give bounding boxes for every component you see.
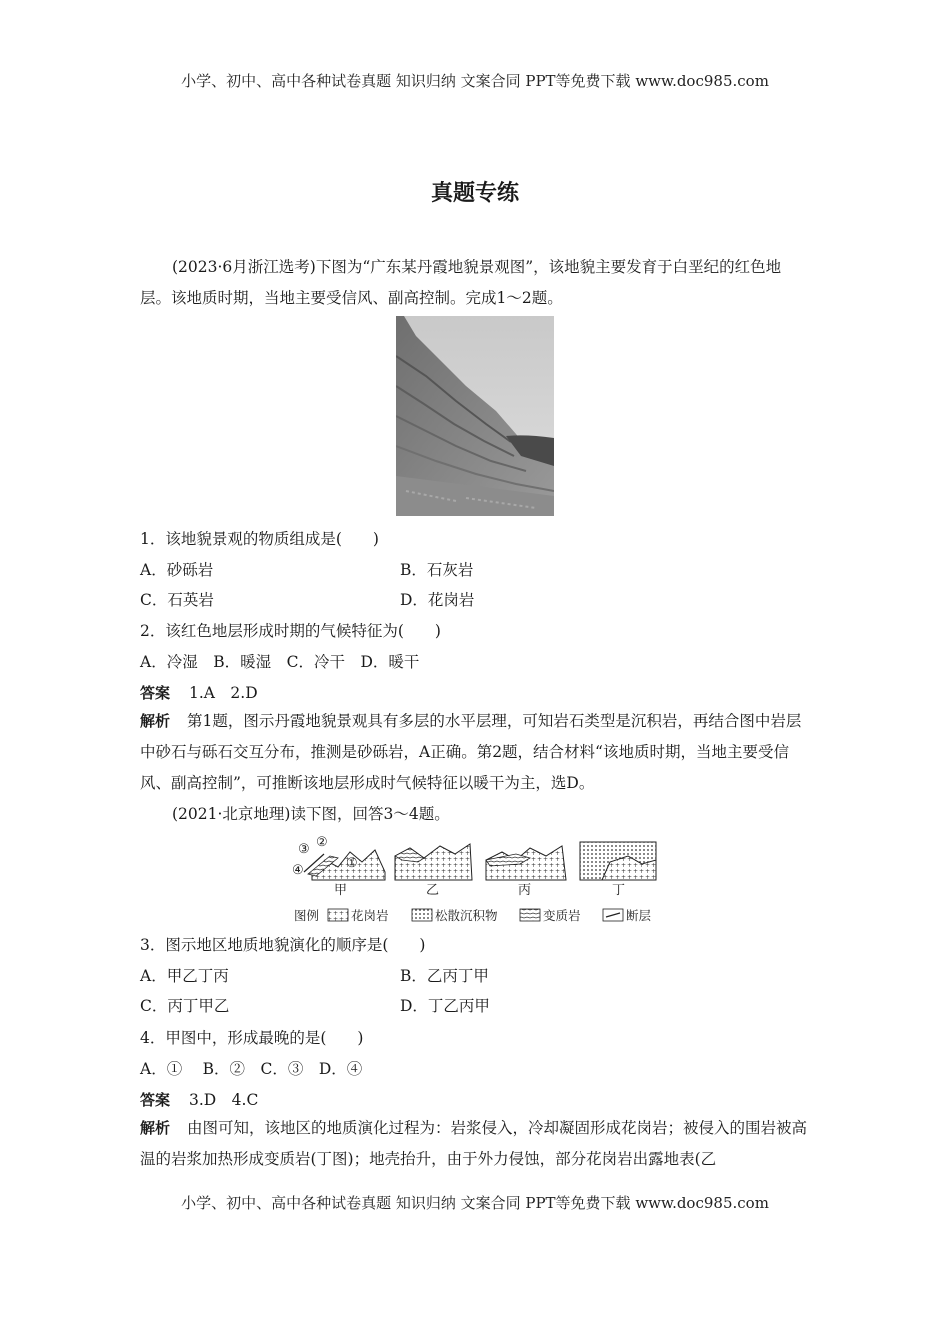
q1-option-a: A．砂砾岩 xyxy=(140,561,214,579)
answer-label: 答案 xyxy=(140,684,171,702)
danxia-landform-photo xyxy=(396,316,554,516)
q3-option-a: A．甲乙丁丙 xyxy=(140,967,229,985)
legend-swatch-metamorphic xyxy=(520,909,540,921)
explanation-label: 解析 xyxy=(140,1119,171,1137)
panel-yi xyxy=(395,844,472,898)
answer-2 xyxy=(140,1088,258,1110)
legend-metamorphic: 变质岩 xyxy=(543,908,581,923)
panel-bing xyxy=(486,846,566,898)
legend-title: 图例 xyxy=(294,908,320,923)
circled-4: ④ xyxy=(292,863,304,878)
question-3-options-row-2 xyxy=(140,994,490,1016)
circled-3: ③ xyxy=(298,842,310,857)
explanation-2 xyxy=(140,1113,812,1175)
q3-option-b: B．乙丙丁甲 xyxy=(400,967,489,985)
question-4-stem: 4．甲图中，形成最晚的是( ) xyxy=(140,1029,364,1047)
q1-option-d: D．花岗岩 xyxy=(400,591,475,609)
question-3-options-row-1 xyxy=(140,964,489,986)
panel-label-bing: 丙 xyxy=(518,883,532,898)
explanation-1 xyxy=(140,706,812,799)
answer-1 xyxy=(140,681,258,703)
intro-paragraph-1: (2023·6月浙江选考)下图为“广东某丹霞地貌景观图”，该地貌主要发育于白垩纪的红色地层。该地质时期，当地主要受信风、副高控制。完成1～2题。 xyxy=(140,258,782,307)
question-1-options-row-1 xyxy=(140,558,474,580)
explanation-text: 第1题，图示丹霞地貌景观具有多层的水平层理，可知岩石类型是沉积岩，再结合图中岩层中砂石与砾石交互分布，推测是砂砾岩，A正确。第2题，结合材料“该地质时期，当地主要受信风、副高控制”，可推断该地层形成时气候特征以暖干为主，选D。 xyxy=(140,712,802,792)
q3-option-d: D．丁乙丙甲 xyxy=(400,997,490,1015)
diagram-legend xyxy=(294,908,652,923)
question-2-stem: 2．该红色地层形成时期的气候特征为( ) xyxy=(140,622,441,640)
question-1-stem: 1．该地貌景观的物质组成是( ) xyxy=(140,530,379,548)
page-header: 小学、初中、高中各种试卷真题 知识归纳 文案合同 PPT等免费下载 www.doc985.com xyxy=(181,72,769,90)
panel-label-jia: 甲 xyxy=(334,883,348,898)
answer-text: 3.D 4.C xyxy=(188,1091,259,1109)
question-3-stem: 3．图示地区地质地貌演化的顺序是( ) xyxy=(140,936,426,954)
q3-option-c: C．丙丁甲乙 xyxy=(140,997,230,1015)
page-title: 真题专练 xyxy=(430,181,519,206)
legend-swatch-loose-sediment xyxy=(412,909,432,921)
panel-ding xyxy=(580,842,656,898)
answer-text: 1.A 2.D xyxy=(188,684,258,702)
panel-label-ding: 丁 xyxy=(612,883,626,898)
question-1-options-row-2 xyxy=(140,588,475,610)
geology-evolution-diagram xyxy=(290,832,660,926)
question-2-options: A．冷湿 B．暖湿 C．冷干 D．暖干 xyxy=(140,653,420,671)
legend-swatch-granite xyxy=(328,909,348,921)
page-footer: 小学、初中、高中各种试卷真题 知识归纳 文案合同 PPT等免费下载 www.doc985.com xyxy=(181,1194,769,1212)
question-4-options: A．① B．② C．③ D．④ xyxy=(140,1060,363,1078)
panel-jia xyxy=(292,835,385,898)
intro-paragraph-2: (2021·北京地理)读下图，回答3～4题。 xyxy=(172,805,450,823)
explanation-text: 由图可知，该地区的地质演化过程为：岩浆侵入，冷却凝固形成花岗岩；被侵入的围岩被高温的岩浆加热形成变质岩(丁图)；地壳抬升，由于外力侵蚀，部分花岗岩出露地表(乙 xyxy=(140,1119,807,1168)
explanation-label: 解析 xyxy=(140,712,171,730)
answer-label: 答案 xyxy=(140,1091,171,1109)
legend-fault: 断层 xyxy=(626,908,652,923)
legend-loose-sediment: 松散沉积物 xyxy=(435,908,498,923)
q1-option-c: C．石英岩 xyxy=(140,591,214,609)
circled-2: ② xyxy=(316,835,328,850)
legend-granite: 花岗岩 xyxy=(351,908,389,923)
circled-1: ① xyxy=(346,856,358,871)
panel-label-yi: 乙 xyxy=(426,883,440,898)
q1-option-b: B．石灰岩 xyxy=(400,561,474,579)
